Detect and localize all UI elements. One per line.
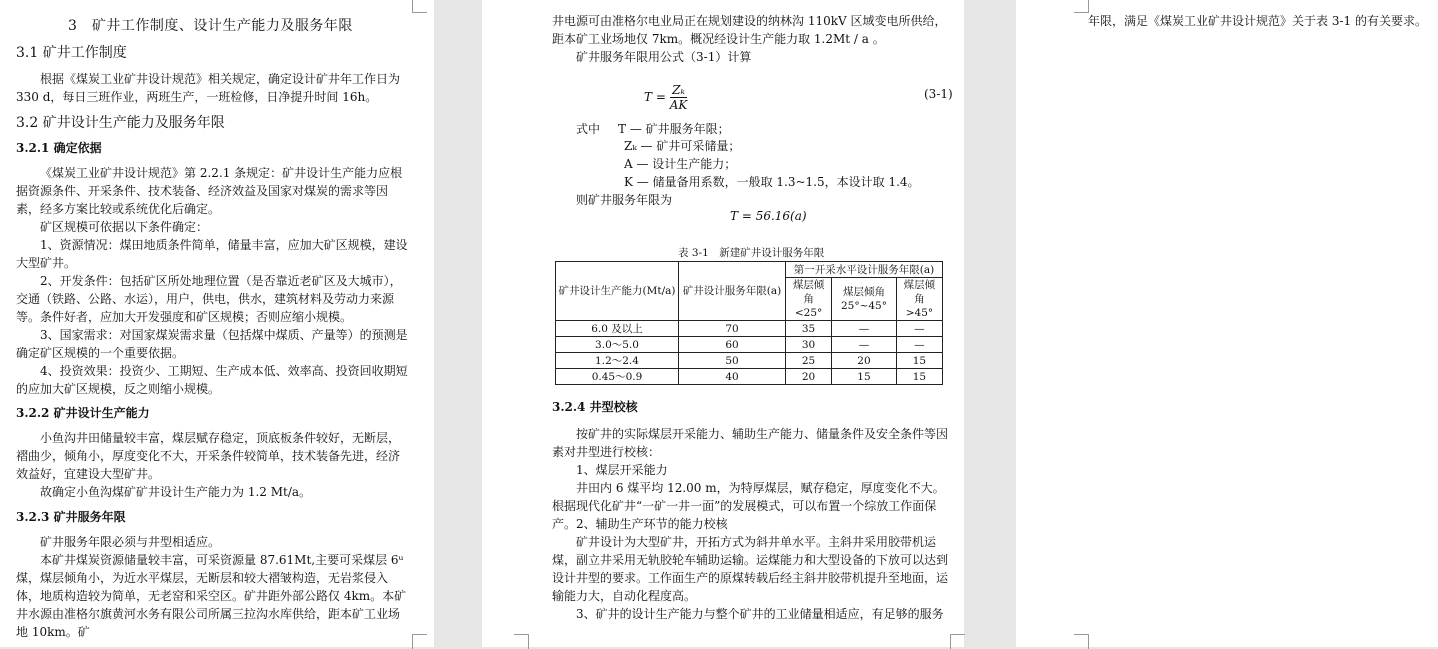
table-cell: 25	[786, 353, 832, 369]
table-cell: 20	[832, 353, 897, 369]
paragraph: 《煤炭工业矿井设计规范》第 2.2.1 条规定：矿井设计生产能力应根据资源条件、开采条件、技术装备、经济效益及国家对煤炭的需求等因素，经多方案比较或系统优化后确定。	[16, 166, 403, 216]
table-header-cell: 第一开采水平设计服务年限(a)	[786, 262, 943, 278]
service-life-table	[555, 261, 943, 385]
document-page-3	[1016, 0, 1438, 647]
paragraph: 矿区规模可依据以下条件确定：	[40, 220, 209, 234]
table-cell: 70	[679, 321, 786, 337]
paragraph: 年限，满足《煤炭工业矿井设计规范》关于表 3-1 的有关要求。	[1088, 14, 1427, 28]
where-item: Zₖ — 矿井可采储量；	[624, 139, 741, 153]
section-heading: 3.1 矿井工作制度	[16, 45, 127, 61]
formula-number: (3-1)	[924, 87, 953, 101]
table-cell: 30	[786, 337, 832, 353]
subsection-heading: 3.2.3 矿井服务年限	[16, 510, 126, 524]
paragraph: 按矿井的实际煤层开采能力、辅助生产能力、储量条件及安全条件等因素对井型进行校核：	[552, 427, 949, 459]
table-caption: 表 3-1 新建矿井设计服务年限	[678, 247, 825, 259]
table-cell: 1.2～2.4	[556, 353, 679, 369]
where-item: K — 储量备用系数，一般取 1.3~1.5，本设计取 1.4。	[624, 175, 920, 189]
table-cell: 20	[786, 369, 832, 385]
paragraph: 小鱼沟井田储量较丰富，煤层赋存稳定，顶底板条件较好，无断层，褶曲少，倾角小，厚度变化不大，开采条件较简单，技术装备先进，经济效益好，宜建设大型矿井。	[16, 431, 401, 481]
table-cell: 6.0 及以上	[556, 321, 679, 337]
paragraph: 根据《煤炭工业矿井设计规范》相关规定，确定设计矿井年工作日为 330 d，每日三班作业，两班生产，一班检修，日净提升时间 16h。	[16, 72, 401, 104]
subsection-heading: 3.2.2 矿井设计生产能力	[16, 406, 150, 420]
paragraph: 4、投资效果：投资少、工期短、生产成本低、效率高、投资回收期短的应加大矿区规模，反之则缩小规模。	[16, 364, 408, 396]
section-heading: 3.2 矿井设计生产能力及服务年限	[16, 115, 225, 131]
table-header-cell: 矿井设计服务年限(a)	[679, 262, 786, 321]
document-page-2	[482, 0, 964, 647]
table-cell: 15	[832, 369, 897, 385]
table-cell: 40	[679, 369, 786, 385]
table-row	[556, 337, 943, 353]
subsection-heading: 3.2.1 确定依据	[16, 141, 102, 155]
where-item: A — 设计生产能力；	[624, 157, 737, 171]
paragraph: 1、资源情况：煤田地质条件简单，储量丰富，应加大矿区规模，建设大型矿井。	[16, 238, 408, 270]
where-label: 式中	[576, 122, 601, 136]
paragraph: 3、矿井的设计生产能力与整个矿井的工业储量相适应，有足够的服务	[576, 607, 944, 621]
table-header-cell: 煤层倾角 25°~45°	[832, 278, 897, 321]
paragraph: 2、辅助生产环节的能力校核	[576, 517, 728, 531]
table-header-row	[556, 262, 943, 278]
table-cell: 50	[679, 353, 786, 369]
document-page-1	[0, 0, 434, 647]
crop-mark	[412, 0, 427, 13]
paragraph: 矿井设计为大型矿井，开拓方式为斜井单水平。主斜井采用胶带机运煤，副立井采用无轨胶轮车辅助运输。运煤能力和大型设备的下放可以达到设计井型的要求。工作面生产的原煤转载后经主斜井胶带机提升至地面，运输能力大，自动化程度高。	[552, 535, 949, 603]
table-row	[556, 353, 943, 369]
formula-lhs: T =	[644, 90, 666, 104]
table-cell: 3.0～5.0	[556, 337, 679, 353]
page-gutter	[964, 0, 1016, 647]
table-row	[556, 369, 943, 385]
paragraph: 1、煤层开采能力	[576, 463, 668, 477]
formula-3-1	[644, 83, 687, 112]
table-cell: 15	[896, 369, 942, 385]
table-header-cell: 煤层倾角 >45°	[896, 278, 942, 321]
where-item: T — 矿井服务年限；	[618, 122, 730, 136]
paragraph: 井田内 6 煤平均 12.00 m，为特厚煤层，赋存稳定，厚度变化不大。根据现代化矿井“一矿一井一面”的发展模式，可以布置一个综放工作面保产。	[552, 481, 945, 531]
crop-mark	[1074, 0, 1089, 13]
paragraph: 则矿井服务年限为	[576, 193, 673, 207]
subsection-heading: 3.2.4 井型校核	[552, 400, 638, 414]
table-cell: 60	[679, 337, 786, 353]
table-cell: —	[896, 337, 942, 353]
table-cell: 15	[896, 353, 942, 369]
paragraph: 2、开发条件：包括矿区所处地理位置（是否靠近老矿区及大城市），交通（铁路、公路、水运），用户，供电，供水，建筑材料及劳动力来源等。条件好者，应加大开发强度和矿区规模；否则应缩小规模。	[16, 274, 402, 324]
paragraph: 井电源可由准格尔电业局正在规划建设的纳林沟 110kV 区域变电所供给，距本矿工业场地仅 7km。概况经设计生产能力取 1.2Mt / a 。	[552, 14, 947, 46]
formula-numerator: Zₖ	[670, 83, 688, 98]
table-cell: 0.45～0.9	[556, 369, 679, 385]
table-row	[556, 321, 943, 337]
table-cell: 35	[786, 321, 832, 337]
table-cell: —	[896, 321, 942, 337]
table-cell: —	[832, 337, 897, 353]
table-header-cell: 煤层倾角 <25°	[786, 278, 832, 321]
formula-fraction	[670, 83, 688, 112]
paragraph: 3、国家需求：对国家煤炭需求量（包括煤中煤质、产量等）的预测是确定矿区规模的一个重要依据。	[16, 328, 408, 360]
paragraph: 矿井服务年限必须与井型相适应。	[40, 535, 221, 549]
page-gutter	[434, 0, 482, 647]
formula-result: T = 56.16(a)	[730, 209, 807, 223]
chapter-title: 3 矿井工作制度、设计生产能力及服务年限	[68, 18, 353, 34]
table-cell: —	[832, 321, 897, 337]
paragraph: 本矿井煤炭资源储量较丰富，可采资源量 87.61Mt,主要可采煤层 6ᵘ煤，煤层倾角小，为近水平煤层，无断层和较大褶皱构造，无岩浆侵入体，地质构造较为简单，无老窑和采空区。矿井距外部公路仅 4km。本矿井水源由准格尔旗黄河水务有限公司所属三拉沟水库供给，距本矿工业场地 10km。矿	[16, 553, 407, 639]
paragraph: 故确定小鱼沟煤矿矿井设计生产能力为 1.2 Mt/a。	[40, 485, 312, 499]
paragraph: 矿井服务年限用公式（3-1）计算	[576, 50, 752, 64]
formula-denominator: AK	[669, 98, 688, 112]
table-header-cell: 矿井设计生产能力(Mt/a)	[556, 262, 679, 321]
